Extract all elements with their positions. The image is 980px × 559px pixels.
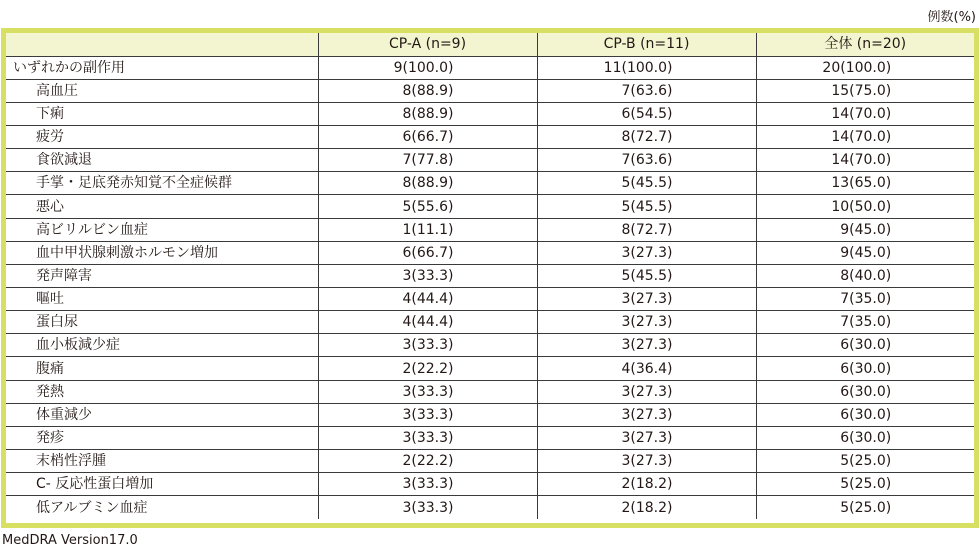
cp-b-value: 8(72.7) — [621, 129, 673, 146]
table-row — [6, 264, 974, 287]
cp-a-value: 9(100.0) — [393, 59, 454, 76]
total-value-cell — [756, 450, 974, 473]
total-value: 6(30.0) — [840, 429, 892, 446]
cp-a-value: 2(22.2) — [402, 453, 454, 470]
cp-b-value-cell — [537, 264, 756, 287]
cp-b-value-cell — [537, 288, 756, 311]
cp-b-value-cell — [537, 195, 756, 218]
total-value-cell — [756, 496, 974, 519]
table-row — [6, 473, 974, 496]
adverse-event-name: C- 反応性蛋白増加 — [6, 473, 318, 496]
cp-b-value: 5(45.5) — [621, 198, 673, 215]
adverse-reactions-table — [6, 33, 974, 519]
cp-a-value-cell — [318, 241, 537, 264]
cp-a-value: 8(88.9) — [402, 82, 454, 99]
cp-b-value: 5(45.5) — [621, 267, 673, 284]
total-value: 8(40.0) — [840, 267, 892, 284]
cp-a-value: 7(77.8) — [402, 152, 454, 169]
cp-b-value-cell — [537, 334, 756, 357]
table-row — [6, 149, 974, 172]
cp-a-value: 2(22.2) — [402, 360, 454, 377]
cp-b-value-cell — [537, 426, 756, 449]
total-value: 15(75.0) — [831, 82, 892, 99]
cp-b-value-cell — [537, 149, 756, 172]
cp-a-value: 3(33.3) — [402, 337, 454, 354]
adverse-event-name: いずれかの副作用 — [6, 56, 318, 79]
adverse-event-name: 低アルブミン血症 — [6, 496, 318, 519]
cp-b-value: 3(27.3) — [621, 314, 673, 331]
adverse-event-name: 下痢 — [6, 102, 318, 125]
cp-b-value-cell — [537, 496, 756, 519]
total-value-cell — [756, 311, 974, 334]
total-value-cell — [756, 264, 974, 287]
cp-b-value: 3(27.3) — [621, 406, 673, 423]
table-row — [6, 172, 974, 195]
adverse-event-name: 腹痛 — [6, 357, 318, 380]
cp-a-value: 6(66.7) — [402, 244, 454, 261]
total-value: 5(25.0) — [840, 476, 892, 493]
table-row — [6, 380, 974, 403]
cp-a-value-cell — [318, 149, 537, 172]
header-cell-cp-b: CP-B (n=11) — [537, 33, 756, 56]
cp-a-value-cell — [318, 126, 537, 149]
adverse-event-name: 発疹 — [6, 426, 318, 449]
cp-b-value-cell — [537, 403, 756, 426]
cp-a-value: 3(33.3) — [402, 429, 454, 446]
cp-a-value-cell — [318, 264, 537, 287]
table-row — [6, 357, 974, 380]
table-row — [6, 426, 974, 449]
total-value: 5(25.0) — [840, 453, 892, 470]
cp-a-value: 8(88.9) — [402, 105, 454, 122]
total-value-cell — [756, 102, 974, 125]
total-value-cell — [756, 403, 974, 426]
header-cell-total: 全体 (n=20) — [756, 33, 974, 56]
cp-b-value-cell — [537, 102, 756, 125]
unit-note: 例数(%) — [927, 10, 976, 25]
total-value: 13(65.0) — [831, 175, 892, 192]
adverse-event-name: 食欲減退 — [6, 149, 318, 172]
total-value: 14(70.0) — [831, 152, 892, 169]
cp-b-value: 11(100.0) — [603, 59, 673, 76]
cp-a-value-cell — [318, 56, 537, 79]
cp-a-value: 3(33.3) — [402, 476, 454, 493]
table-row — [6, 403, 974, 426]
header-cell-blank — [6, 33, 318, 56]
cp-b-value-cell — [537, 79, 756, 102]
table-row — [6, 334, 974, 357]
total-value-cell — [756, 357, 974, 380]
cp-b-value: 3(27.3) — [621, 244, 673, 261]
header-row — [6, 33, 974, 56]
total-value: 6(30.0) — [840, 360, 892, 377]
adverse-event-name: 高ビリルビン血症 — [6, 218, 318, 241]
adverse-event-name: 発熱 — [6, 380, 318, 403]
cp-b-value: 3(27.3) — [621, 429, 673, 446]
adverse-event-name: 血中甲状腺刺激ホルモン増加 — [6, 241, 318, 264]
total-value-cell — [756, 380, 974, 403]
cp-b-value: 3(27.3) — [621, 453, 673, 470]
cp-a-value: 5(55.6) — [402, 198, 454, 215]
adverse-event-name: 手掌・足底発赤知覚不全症候群 — [6, 172, 318, 195]
total-value: 5(25.0) — [840, 499, 892, 516]
adverse-event-name: 発声障害 — [6, 264, 318, 287]
total-value-cell — [756, 56, 974, 79]
cp-a-value-cell — [318, 195, 537, 218]
total-value-cell — [756, 195, 974, 218]
cp-a-value-cell — [318, 426, 537, 449]
total-value: 20(100.0) — [822, 59, 892, 76]
cp-a-value-cell — [318, 380, 537, 403]
total-value-cell — [756, 218, 974, 241]
cp-b-value: 3(27.3) — [621, 337, 673, 354]
cp-a-value: 3(33.3) — [402, 383, 454, 400]
total-value-cell — [756, 79, 974, 102]
table-row — [6, 241, 974, 264]
table-row — [6, 218, 974, 241]
table-row — [6, 102, 974, 125]
cp-a-value-cell — [318, 79, 537, 102]
cp-b-value-cell — [537, 380, 756, 403]
adverse-event-name: 蛋白尿 — [6, 311, 318, 334]
cp-b-value: 2(18.2) — [621, 499, 673, 516]
total-value: 6(30.0) — [840, 406, 892, 423]
total-value: 6(30.0) — [840, 337, 892, 354]
adverse-event-name: 嘔吐 — [6, 288, 318, 311]
cp-a-value-cell — [318, 357, 537, 380]
total-value: 9(45.0) — [840, 244, 892, 261]
table-row — [6, 195, 974, 218]
cp-b-value: 2(18.2) — [621, 476, 673, 493]
table-row — [6, 311, 974, 334]
cp-b-value-cell — [537, 450, 756, 473]
table-body — [6, 56, 974, 519]
total-value: 14(70.0) — [831, 129, 892, 146]
total-value-cell — [756, 473, 974, 496]
adverse-event-name: 末梢性浮腫 — [6, 450, 318, 473]
header-cell-cp-a: CP-A (n=9) — [318, 33, 537, 56]
cp-a-value-cell — [318, 218, 537, 241]
total-value-cell — [756, 149, 974, 172]
cp-b-value-cell — [537, 311, 756, 334]
table-row — [6, 288, 974, 311]
cp-b-value-cell — [537, 172, 756, 195]
cp-b-value: 3(27.3) — [621, 291, 673, 308]
total-value-cell — [756, 334, 974, 357]
total-value-cell — [756, 126, 974, 149]
table-row — [6, 450, 974, 473]
cp-a-value: 8(88.9) — [402, 175, 454, 192]
cp-b-value-cell — [537, 218, 756, 241]
table-row — [6, 56, 974, 79]
cp-a-value-cell — [318, 473, 537, 496]
total-value: 7(35.0) — [840, 314, 892, 331]
adverse-event-name: 血小板減少症 — [6, 334, 318, 357]
meddra-version-note: MedDRA Version17.0 — [2, 533, 138, 548]
cp-b-value: 6(54.5) — [621, 105, 673, 122]
cp-a-value: 3(33.3) — [402, 267, 454, 284]
cp-a-value: 3(33.3) — [402, 499, 454, 516]
adverse-event-name: 悪心 — [6, 195, 318, 218]
total-value: 14(70.0) — [831, 105, 892, 122]
cp-a-value-cell — [318, 311, 537, 334]
cp-a-value: 6(66.7) — [402, 129, 454, 146]
total-value: 6(30.0) — [840, 383, 892, 400]
adverse-event-name: 体重減少 — [6, 403, 318, 426]
cp-b-value: 7(63.6) — [621, 152, 673, 169]
adverse-event-name: 高血圧 — [6, 79, 318, 102]
cp-b-value: 8(72.7) — [621, 221, 673, 238]
cp-b-value: 3(27.3) — [621, 383, 673, 400]
table-row — [6, 79, 974, 102]
table-row — [6, 126, 974, 149]
cp-a-value-cell — [318, 403, 537, 426]
total-value-cell — [756, 241, 974, 264]
total-value: 9(45.0) — [840, 221, 892, 238]
cp-a-value-cell — [318, 102, 537, 125]
cp-a-value: 3(33.3) — [402, 406, 454, 423]
cp-b-value: 4(36.4) — [621, 360, 673, 377]
cp-a-value: 1(11.1) — [402, 221, 454, 238]
total-value-cell — [756, 172, 974, 195]
total-value-cell — [756, 426, 974, 449]
cp-b-value-cell — [537, 126, 756, 149]
cp-b-value-cell — [537, 473, 756, 496]
cp-a-value-cell — [318, 496, 537, 519]
cp-b-value: 5(45.5) — [621, 175, 673, 192]
total-value: 7(35.0) — [840, 291, 892, 308]
cp-b-value-cell — [537, 56, 756, 79]
adverse-event-name: 疲労 — [6, 126, 318, 149]
cp-b-value-cell — [537, 241, 756, 264]
cp-a-value: 4(44.4) — [402, 291, 454, 308]
cp-b-value: 7(63.6) — [621, 82, 673, 99]
cp-b-value-cell — [537, 357, 756, 380]
adverse-reactions-table-frame — [1, 28, 979, 528]
total-value: 10(50.0) — [831, 198, 892, 215]
table-row — [6, 496, 974, 519]
cp-a-value-cell — [318, 172, 537, 195]
total-value-cell — [756, 288, 974, 311]
cp-a-value-cell — [318, 334, 537, 357]
cp-a-value-cell — [318, 450, 537, 473]
cp-a-value: 4(44.4) — [402, 314, 454, 331]
cp-a-value-cell — [318, 288, 537, 311]
